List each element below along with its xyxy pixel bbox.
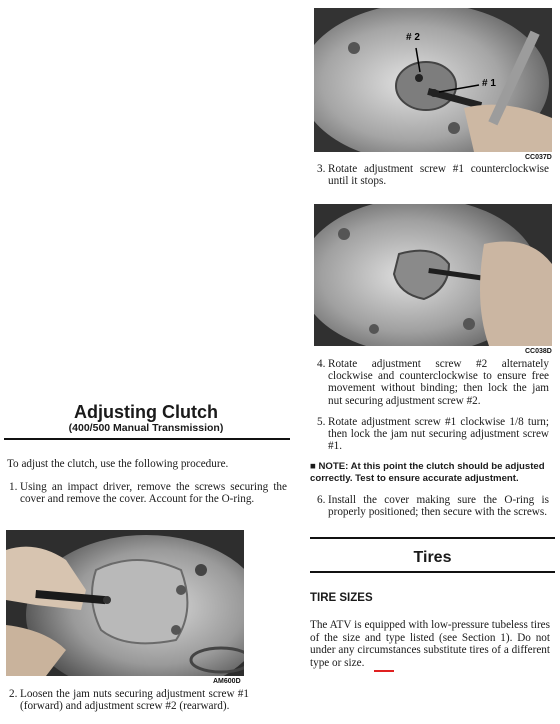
step-number: 2. (9, 688, 18, 700)
step-number: 1. (9, 481, 18, 493)
callout-label-1: # 1 (482, 78, 496, 89)
screwdriver-adjustment-photo (314, 204, 552, 346)
step-6 (317, 494, 549, 522)
note-callout: ■ NOTE: At this point the clutch should be adjusted correctly. Test to ensure accurate adjustment. (310, 461, 545, 484)
step-5 (317, 416, 549, 454)
step-text: Install the cover making sure the O-ring is properly positioned; then secure with the screws. (328, 494, 549, 519)
step-2 (9, 688, 249, 724)
section-subtitle: (400/500 Manual Transmission) (68, 422, 224, 434)
step-number: 4. (317, 358, 326, 370)
clutch-cover-photo (6, 530, 244, 676)
tires-heading: Tires (413, 549, 452, 566)
spellcheck-underline (374, 670, 394, 672)
step-text: Loosen the jam nuts securing adjustment screw #1 (forward) and adjustment screw #2 (rearward). (20, 688, 249, 713)
step-number: 5. (317, 416, 326, 428)
step-number: 6. (317, 494, 326, 506)
step-text: Rotate adjustment screw #2 alternately clockwise and counterclockwise to ensure free movement without binding; then lock the jam nut securing adjustment screw #2. (328, 358, 549, 407)
intro-text: To adjust the clutch, use the following procedure. (7, 458, 229, 470)
section-title-adjusting-clutch: Adjusting Clutch (74, 402, 218, 422)
title-underline (4, 438, 290, 440)
photo-code: AM600D (213, 678, 241, 685)
step-3 (317, 163, 549, 191)
step-4 (317, 358, 549, 408)
step-1 (9, 481, 287, 521)
photo-code: CC037D (525, 154, 552, 161)
step-text: Rotate adjustment screw #1 clockwise 1/8 turn; then lock the jam nut securing adjustment screw #1. (328, 416, 549, 453)
callout-label-2: # 2 (406, 32, 420, 43)
adjustment-screws-photo (314, 8, 552, 152)
step-number: 3. (317, 163, 326, 175)
step-text: Rotate adjustment screw #1 counterclockwise until it stops. (328, 163, 549, 188)
step-text: Using an impact driver, remove the screws securing the cover and remove the cover. Account for the O-ring. (20, 481, 287, 506)
tire-sizes-text: The ATV is equipped with low-pressure tubeless tires of the size and type listed (see Section 1). Do not under any circumstances substitute tires of a different type or size. (310, 619, 550, 669)
photo-code: CC038D (525, 348, 552, 355)
tires-rule-bottom (310, 571, 555, 573)
tire-sizes-heading: TIRE SIZES (310, 592, 373, 604)
tires-rule-top (310, 537, 555, 539)
